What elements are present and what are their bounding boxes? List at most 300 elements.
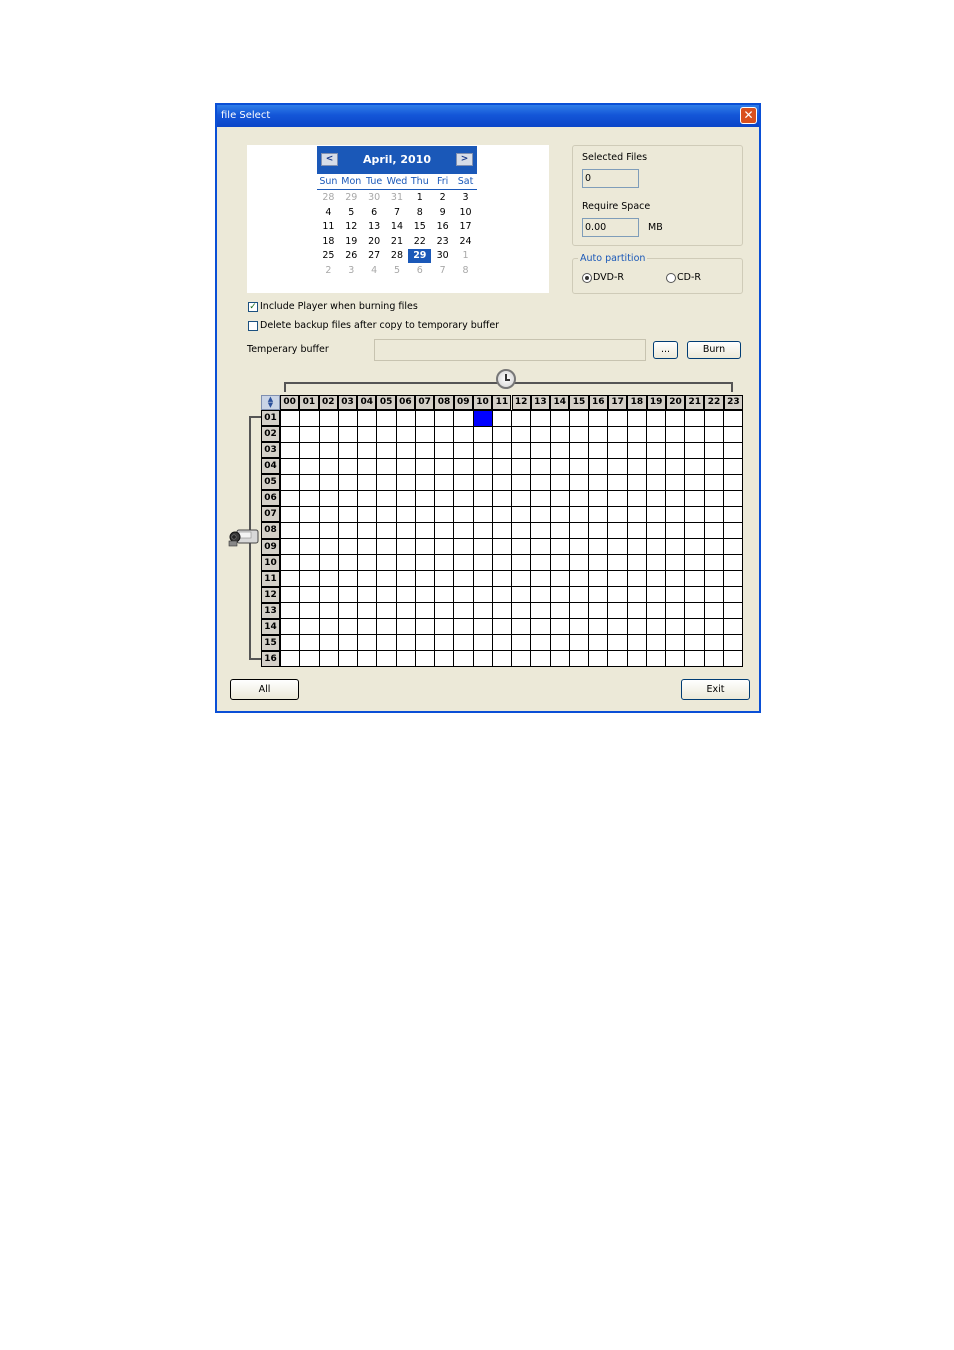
schedule-cell[interactable] [281,587,300,603]
schedule-cell[interactable] [397,635,416,651]
schedule-cell[interactable] [435,603,454,619]
schedule-cell[interactable] [685,571,704,587]
schedule-cell[interactable] [339,443,358,459]
schedule-cell[interactable] [628,491,647,507]
schedule-cell[interactable] [608,475,627,491]
hour-header[interactable]: 10 [473,395,492,410]
calendar-day[interactable]: 26 [345,250,358,261]
schedule-cell[interactable] [531,491,550,507]
calendar-day[interactable]: 7 [439,264,446,276]
schedule-cell[interactable] [647,475,666,491]
schedule-cell[interactable] [358,491,377,507]
schedule-cell[interactable] [589,619,608,635]
schedule-cell[interactable] [474,635,493,651]
calendar-day[interactable]: 23 [436,235,449,247]
schedule-cell[interactable] [474,491,493,507]
schedule-cell[interactable] [454,491,473,507]
schedule-cell[interactable] [397,475,416,491]
schedule-cell[interactable] [320,411,339,427]
schedule-cell[interactable] [531,635,550,651]
schedule-cell[interactable] [589,507,608,523]
schedule-cell[interactable] [512,651,531,667]
schedule-cell[interactable] [416,491,435,507]
schedule-cell[interactable] [435,427,454,443]
schedule-cell[interactable] [647,619,666,635]
schedule-cell[interactable] [512,555,531,571]
schedule-cell[interactable] [320,603,339,619]
schedule-cell[interactable] [454,411,473,427]
schedule-cell[interactable] [281,411,300,427]
schedule-cell[interactable] [300,443,319,459]
schedule-cell[interactable] [666,475,685,491]
calendar-day[interactable]: 18 [322,235,335,247]
schedule-cell[interactable] [358,507,377,523]
calendar-day[interactable]: 8 [416,206,423,218]
schedule-cell[interactable] [281,459,300,475]
schedule-cell[interactable] [358,651,377,667]
schedule-cell[interactable] [647,411,666,427]
schedule-cell[interactable] [416,651,435,667]
schedule-cell[interactable] [300,587,319,603]
schedule-cell[interactable] [608,523,627,539]
all-button[interactable]: All [230,679,299,700]
calendar-day[interactable]: 3 [348,264,355,276]
dvd-r-label[interactable]: DVD-R [593,272,624,283]
schedule-cell[interactable] [493,459,512,475]
schedule-cell[interactable] [570,619,589,635]
schedule-cell[interactable] [474,587,493,603]
schedule-cell[interactable] [551,603,570,619]
schedule-cell[interactable] [685,651,704,667]
schedule-cell[interactable] [474,507,493,523]
schedule-cell-selected[interactable] [474,411,493,427]
schedule-cell[interactable] [608,507,627,523]
schedule-cell[interactable] [397,507,416,523]
schedule-cell[interactable] [705,475,724,491]
hour-header[interactable]: 14 [550,395,569,410]
schedule-cell[interactable] [608,411,627,427]
calendar-day[interactable]: 13 [368,221,381,232]
dvd-r-radio[interactable] [582,273,592,283]
schedule-cell[interactable] [300,635,319,651]
title-bar[interactable] [217,105,759,127]
schedule-cell[interactable] [397,539,416,555]
schedule-cell[interactable] [512,539,531,555]
include-player-checkbox[interactable]: ✓ [249,302,257,312]
schedule-cell[interactable] [474,475,493,491]
schedule-cell[interactable] [589,443,608,459]
schedule-cell[interactable] [589,555,608,571]
schedule-cell[interactable] [474,619,493,635]
schedule-cell[interactable] [608,571,627,587]
schedule-cell[interactable] [551,411,570,427]
schedule-cell[interactable] [705,459,724,475]
schedule-cell[interactable] [589,539,608,555]
schedule-cell[interactable] [435,411,454,427]
schedule-cell[interactable] [454,539,473,555]
camera-icon[interactable] [227,527,261,549]
schedule-cell[interactable] [628,571,647,587]
hour-header[interactable]: 11 [492,395,511,410]
schedule-cell[interactable] [685,427,704,443]
schedule-cell[interactable] [551,555,570,571]
calendar-day[interactable]: 28 [322,192,335,203]
channel-header[interactable]: 06 [261,490,280,506]
schedule-cell[interactable] [493,491,512,507]
schedule-cell[interactable] [724,459,743,475]
hour-header[interactable]: 01 [299,395,318,410]
schedule-cell[interactable] [493,603,512,619]
schedule-cell[interactable] [416,475,435,491]
schedule-cell[interactable] [416,507,435,523]
schedule-cell[interactable] [358,539,377,555]
schedule-cell[interactable] [685,523,704,539]
schedule-cell[interactable] [570,587,589,603]
schedule-cell[interactable] [281,539,300,555]
schedule-cell[interactable] [647,523,666,539]
schedule-cell[interactable] [358,571,377,587]
schedule-cell[interactable] [608,619,627,635]
schedule-cell[interactable] [416,555,435,571]
schedule-cell[interactable] [570,475,589,491]
schedule-cell[interactable] [570,411,589,427]
schedule-cell[interactable] [570,651,589,667]
schedule-cell[interactable] [551,427,570,443]
channel-header[interactable]: 05 [261,474,280,490]
schedule-cell[interactable] [551,571,570,587]
channel-header[interactable]: 02 [261,426,280,442]
schedule-cell[interactable] [474,651,493,667]
calendar-day[interactable]: 6 [371,206,378,218]
cd-r-label[interactable]: CD-R [677,272,701,283]
schedule-cell[interactable] [570,491,589,507]
schedule-cell[interactable] [705,651,724,667]
schedule-cell[interactable] [416,603,435,619]
exit-button[interactable]: Exit [681,679,750,700]
schedule-cell[interactable] [628,555,647,571]
hour-header[interactable]: 19 [647,395,666,410]
schedule-cell[interactable] [358,603,377,619]
schedule-cell[interactable] [493,427,512,443]
schedule-cell[interactable] [551,523,570,539]
calendar-day[interactable]: 28 [390,250,404,261]
schedule-cell[interactable] [435,619,454,635]
schedule-cell[interactable] [724,523,743,539]
schedule-cell[interactable] [724,571,743,587]
schedule-cell[interactable] [531,507,550,523]
schedule-cell[interactable] [570,507,589,523]
schedule-cell[interactable] [397,651,416,667]
schedule-cell[interactable] [724,619,743,635]
schedule-cell[interactable] [474,427,493,443]
schedule-cell[interactable] [608,491,627,507]
schedule-cell[interactable] [551,587,570,603]
schedule-cell[interactable] [628,587,647,603]
calendar-day[interactable]: 30 [368,192,381,203]
calendar-day[interactable]: 19 [345,235,358,247]
schedule-cell[interactable] [589,427,608,443]
schedule-cell[interactable] [705,507,724,523]
calendar-day[interactable]: 29 [345,192,358,203]
schedule-cell[interactable] [358,475,377,491]
schedule-cell[interactable] [512,523,531,539]
schedule-cell[interactable] [358,587,377,603]
cd-r-radio[interactable] [666,273,676,283]
hour-header[interactable]: 16 [589,395,608,410]
schedule-cell[interactable] [454,603,473,619]
schedule-cell[interactable] [666,539,685,555]
schedule-cell[interactable] [358,555,377,571]
hour-header[interactable]: 17 [608,395,627,410]
schedule-cell[interactable] [435,443,454,459]
hour-header[interactable]: 09 [454,395,473,410]
schedule-cell[interactable] [454,619,473,635]
schedule-cell[interactable] [512,507,531,523]
schedule-cell[interactable] [435,459,454,475]
schedule-cell[interactable] [512,491,531,507]
schedule-cell[interactable] [512,443,531,459]
schedule-cell[interactable] [416,523,435,539]
schedule-cell[interactable] [281,475,300,491]
hour-header[interactable]: 22 [704,395,723,410]
schedule-cell[interactable] [666,427,685,443]
schedule-cell[interactable] [705,635,724,651]
schedule-cell[interactable] [320,507,339,523]
schedule-cell[interactable] [724,651,743,667]
calendar-day[interactable]: 1 [416,192,423,203]
schedule-cell[interactable] [647,507,666,523]
schedule-cell[interactable] [512,635,531,651]
schedule-cell[interactable] [685,635,704,651]
schedule-cell[interactable] [608,539,627,555]
schedule-cell[interactable] [705,619,724,635]
schedule-cell[interactable] [281,491,300,507]
schedule-cell[interactable] [320,443,339,459]
schedule-cell[interactable] [531,603,550,619]
schedule-cell[interactable] [281,507,300,523]
schedule-cell[interactable] [493,555,512,571]
schedule-cell[interactable] [589,411,608,427]
select-all-corner[interactable]: ▲ ▼ [261,395,280,410]
schedule-cell[interactable] [397,443,416,459]
calendar-day[interactable]: 3 [462,192,469,203]
schedule-cell[interactable] [339,459,358,475]
schedule-cell[interactable] [358,523,377,539]
calendar-day[interactable]: 12 [345,221,358,232]
schedule-cell[interactable] [685,619,704,635]
delete-backup-label[interactable]: Delete backup files after copy to temporary buffer [260,320,500,331]
schedule-cell[interactable] [608,555,627,571]
schedule-cell[interactable] [666,571,685,587]
calendar-day[interactable]: 17 [459,221,472,232]
schedule-cell[interactable] [724,491,743,507]
hour-header[interactable]: 20 [666,395,685,410]
schedule-cell[interactable] [531,411,550,427]
schedule-cell[interactable] [377,491,396,507]
clock-icon[interactable] [496,369,516,389]
schedule-cell[interactable] [320,459,339,475]
channel-header[interactable]: 03 [261,442,280,458]
schedule-cell[interactable] [512,603,531,619]
schedule-cell[interactable] [608,427,627,443]
schedule-cell[interactable] [435,651,454,667]
schedule-cell[interactable] [358,635,377,651]
calendar-day[interactable]: 5 [393,264,400,276]
calendar-day[interactable]: 5 [348,206,355,218]
schedule-cell[interactable] [339,635,358,651]
schedule-cell[interactable] [397,603,416,619]
hour-header[interactable]: 07 [415,395,434,410]
schedule-cell[interactable] [454,523,473,539]
channel-header[interactable]: 01 [261,410,280,426]
schedule-cell[interactable] [531,651,550,667]
schedule-cell[interactable] [397,411,416,427]
schedule-cell[interactable] [512,459,531,475]
browse-button[interactable]: ... [653,341,678,359]
schedule-cell[interactable] [531,459,550,475]
schedule-cell[interactable] [589,635,608,651]
schedule-cell[interactable] [551,507,570,523]
schedule-cell[interactable] [647,603,666,619]
schedule-cell[interactable] [377,555,396,571]
schedule-cell[interactable] [339,491,358,507]
channel-header[interactable]: 12 [261,587,280,603]
schedule-cell[interactable] [705,411,724,427]
schedule-cell[interactable] [377,603,396,619]
schedule-cell[interactable] [512,411,531,427]
schedule-cell[interactable] [435,555,454,571]
calendar-day[interactable]: 4 [325,206,332,218]
calendar-day[interactable]: 30 [436,250,449,261]
schedule-cell[interactable] [724,411,743,427]
schedule-cell[interactable] [416,411,435,427]
channel-header[interactable]: 13 [261,603,280,619]
schedule-cell[interactable] [493,523,512,539]
schedule-cell[interactable] [416,587,435,603]
schedule-cell[interactable] [608,635,627,651]
schedule-cell[interactable] [531,443,550,459]
calendar-day[interactable]: 11 [322,221,335,232]
schedule-cell[interactable] [320,523,339,539]
schedule-cell[interactable] [666,619,685,635]
schedule-cell[interactable] [416,427,435,443]
schedule-cell[interactable] [377,635,396,651]
calendar-day[interactable]: 25 [322,250,335,261]
schedule-cell[interactable] [454,443,473,459]
schedule-cell[interactable] [647,635,666,651]
schedule-cell[interactable] [685,555,704,571]
schedule-cell[interactable] [570,443,589,459]
schedule-cell[interactable] [281,635,300,651]
schedule-cell[interactable] [628,523,647,539]
schedule-cell[interactable] [281,555,300,571]
schedule-cell[interactable] [339,523,358,539]
schedule-cell[interactable] [377,459,396,475]
schedule-cell[interactable] [358,443,377,459]
schedule-cell[interactable] [397,587,416,603]
schedule-cell[interactable] [705,539,724,555]
schedule-cell[interactable] [570,523,589,539]
calendar-day[interactable]: 2 [325,264,332,276]
schedule-cell[interactable] [647,427,666,443]
schedule-cell[interactable] [377,523,396,539]
hour-header[interactable]: 06 [396,395,415,410]
calendar-day[interactable]: 7 [393,206,400,218]
schedule-cell[interactable] [339,475,358,491]
schedule-cell[interactable] [666,587,685,603]
channel-header[interactable]: 14 [261,619,280,635]
schedule-cell[interactable] [397,555,416,571]
hour-header[interactable]: 08 [434,395,453,410]
hour-header[interactable]: 23 [724,395,743,410]
hour-header[interactable]: 05 [376,395,395,410]
schedule-cell[interactable] [628,619,647,635]
schedule-cell[interactable] [454,571,473,587]
schedule-cell[interactable] [435,587,454,603]
schedule-cell[interactable] [512,571,531,587]
schedule-cell[interactable] [724,507,743,523]
channel-header[interactable]: 09 [261,539,280,555]
calendar-day[interactable]: 6 [416,264,423,276]
calendar-day-selected[interactable]: 29 [408,249,431,263]
schedule-cell[interactable] [705,603,724,619]
schedule-cell[interactable] [531,427,550,443]
calendar-day[interactable]: 10 [459,206,472,218]
schedule-cell[interactable] [493,539,512,555]
schedule-cell[interactable] [339,555,358,571]
schedule-cell[interactable] [435,507,454,523]
calendar-day[interactable]: 9 [439,206,446,218]
schedule-cell[interactable] [724,587,743,603]
schedule-cell[interactable] [531,619,550,635]
schedule-cell[interactable] [666,523,685,539]
calendar-day[interactable]: 16 [436,221,449,232]
schedule-cell[interactable] [589,571,608,587]
schedule-cell[interactable] [666,603,685,619]
schedule-cell[interactable] [358,459,377,475]
schedule-cell[interactable] [531,539,550,555]
schedule-cell[interactable] [666,635,685,651]
next-month-button[interactable]: > [456,153,473,166]
schedule-cell[interactable] [435,475,454,491]
schedule-cell[interactable] [377,587,396,603]
schedule-cell[interactable] [705,571,724,587]
schedule-cell[interactable] [531,571,550,587]
schedule-cell[interactable] [416,635,435,651]
schedule-cell[interactable] [705,555,724,571]
hour-header[interactable]: 04 [357,395,376,410]
schedule-cell[interactable] [339,651,358,667]
schedule-cell[interactable] [647,459,666,475]
calendar-day[interactable]: 22 [413,235,426,247]
schedule-cell[interactable] [666,651,685,667]
hour-header[interactable]: 02 [319,395,338,410]
schedule-cell[interactable] [339,411,358,427]
calendar-day[interactable]: 24 [459,235,472,247]
hour-header[interactable]: 21 [685,395,704,410]
schedule-cell[interactable] [647,443,666,459]
schedule-cell[interactable] [647,651,666,667]
schedule-cell[interactable] [435,523,454,539]
schedule-cell[interactable] [320,635,339,651]
schedule-cell[interactable] [570,459,589,475]
hour-header[interactable]: 13 [531,395,550,410]
schedule-cell[interactable] [570,555,589,571]
schedule-cell[interactable] [339,603,358,619]
schedule-cell[interactable] [377,411,396,427]
schedule-cell[interactable] [397,619,416,635]
schedule-cell[interactable] [300,571,319,587]
